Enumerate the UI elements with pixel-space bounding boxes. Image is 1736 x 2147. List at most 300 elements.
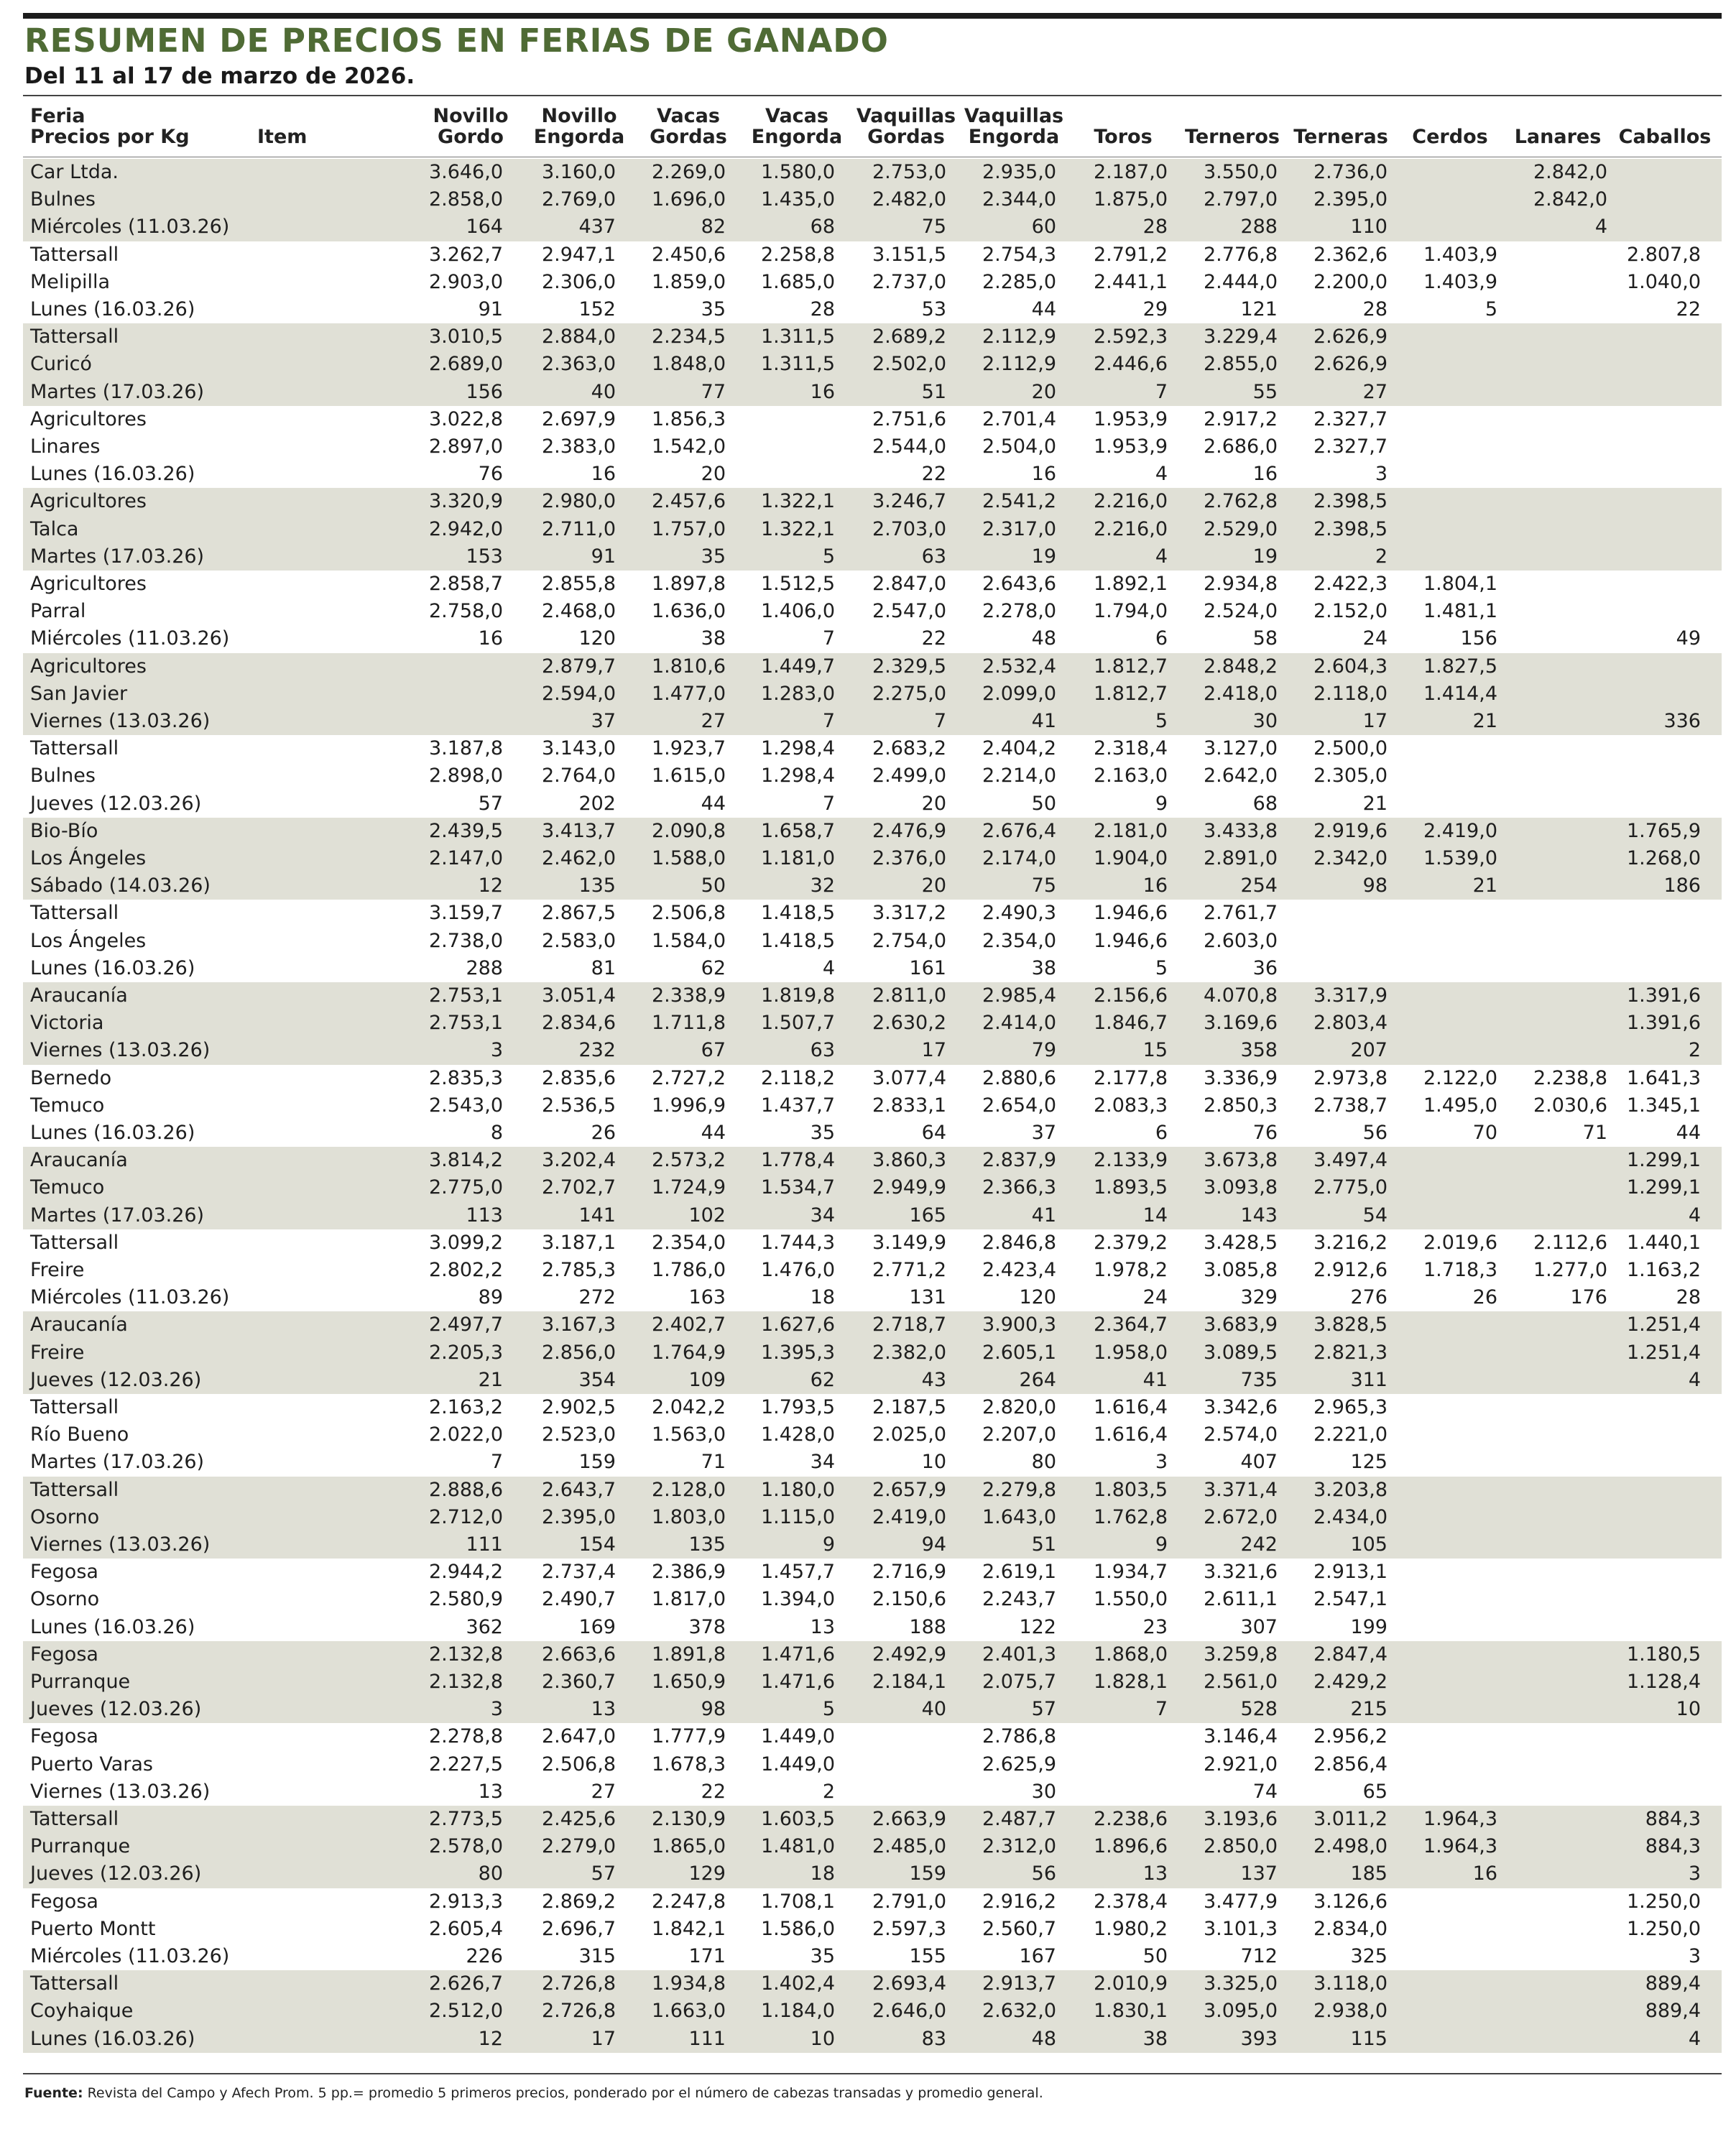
price-cell: 2.383,0 [541, 435, 616, 458]
price-cell: 2.279,8 [982, 1478, 1056, 1501]
price-cell: 1.391,6 [1626, 984, 1701, 1007]
feria-location: Puerto Varas [30, 1753, 153, 1776]
price-cell: 2.112,9 [982, 325, 1056, 348]
price-cell: 1.477,0 [651, 682, 726, 705]
head-count-cell: 153 [466, 545, 503, 568]
price-cell: 1.804,1 [1423, 573, 1497, 595]
column-header-line: Terneras [1293, 126, 1388, 148]
head-count-cell [1507, 1860, 1607, 1888]
head-count-cell: 70 [1472, 1122, 1497, 1144]
head-count-cell: 4 [1155, 463, 1168, 486]
price-cell [1507, 680, 1607, 708]
price-cell: 2.880,6 [982, 1066, 1056, 1089]
price-cell: 2.592,3 [1093, 325, 1168, 348]
head-count-cell: 81 [591, 956, 616, 979]
price-cell: 2.702,7 [541, 1176, 616, 1199]
feria-location: San Javier [30, 682, 128, 705]
price-cell: 3.118,0 [1313, 1972, 1388, 1995]
head-count-cell: 16 [810, 380, 835, 403]
price-cell: 1.449,0 [760, 1725, 835, 1748]
price-cell: 1.563,0 [651, 1423, 726, 1446]
price-cell [1397, 928, 1497, 955]
head-count-cell: 155 [909, 1945, 946, 1967]
head-count-cell [1600, 955, 1701, 982]
price-cell: 2.317,0 [982, 517, 1056, 540]
price-cell: 2.524,0 [1203, 600, 1278, 623]
price-cell: 3.093,8 [1203, 1176, 1278, 1199]
price-cell [1507, 762, 1607, 790]
head-count-cell: 407 [1240, 1451, 1278, 1474]
head-count-cell [1397, 543, 1497, 571]
head-count-cell: 202 [578, 792, 616, 815]
price-cell [1507, 1504, 1607, 1531]
price-cell: 2.395,0 [541, 1505, 616, 1528]
head-count-cell [1067, 1778, 1168, 1806]
price-cell: 3.900,3 [982, 1313, 1056, 1336]
head-count-cell: 12 [478, 2027, 503, 2050]
head-count-cell: 26 [591, 1122, 616, 1144]
price-cell: 2.672,0 [1203, 1505, 1278, 1528]
head-count-cell: 16 [1472, 1862, 1497, 1885]
price-cell: 2.696,7 [541, 1917, 616, 1940]
head-count-cell: 28 [1676, 1286, 1701, 1309]
feria-name: Araucanía [30, 1313, 128, 1336]
head-count-cell [1397, 1037, 1497, 1064]
price-cell: 3.860,3 [872, 1149, 946, 1172]
head-count-cell: 9 [1155, 792, 1168, 815]
column-header-line [1287, 106, 1395, 126]
head-count-cell: 5 [1155, 710, 1168, 732]
head-count-cell [1397, 1614, 1497, 1641]
head-count-cell: 4 [1155, 545, 1168, 568]
price-cell: 2.419,0 [1423, 819, 1497, 842]
price-cell: 1.181,0 [760, 847, 835, 869]
head-count-cell: 23 [1142, 1615, 1168, 1638]
feria-date: Jueves (12.03.26) [30, 1368, 202, 1391]
head-count-cell: 91 [478, 298, 503, 320]
price-cell: 2.947,1 [541, 243, 616, 266]
price-cell [1397, 1723, 1497, 1750]
price-cell: 2.736,0 [1313, 161, 1388, 183]
price-cell: 2.785,3 [541, 1259, 616, 1281]
price-cell: 1.891,8 [651, 1643, 726, 1666]
feria-location: Los Ángeles [30, 847, 147, 869]
head-count-cell [1600, 1614, 1701, 1641]
price-cell: 2.761,7 [1203, 902, 1278, 925]
head-count-cell: 57 [478, 792, 503, 815]
price-cell [1397, 186, 1497, 213]
price-cell: 2.913,7 [982, 1972, 1056, 1995]
head-count-cell: 28 [810, 298, 835, 320]
price-cell: 2.419,0 [872, 1505, 946, 1528]
price-cell [1600, 433, 1701, 461]
head-count-cell: 13 [1142, 1862, 1168, 1885]
head-count-cell: 21 [1472, 874, 1497, 897]
feria-date: Miércoles (11.03.26) [30, 1945, 230, 1967]
price-cell: 1.865,0 [651, 1835, 726, 1858]
price-cell: 2.305,0 [1313, 765, 1388, 788]
footnote-label: Fuente: [24, 2085, 83, 2101]
price-cell: 2.306,0 [541, 270, 616, 293]
feria-location: Curicó [30, 353, 92, 376]
price-cell: 2.457,6 [651, 490, 726, 513]
column-header-line [1396, 106, 1504, 126]
head-count-cell: 51 [1031, 1533, 1056, 1556]
head-count-cell: 10 [1676, 1698, 1701, 1721]
head-count-cell: 141 [578, 1204, 616, 1227]
feria-name: Agricultores [30, 407, 147, 430]
column-header [1287, 106, 1395, 147]
price-cell: 1.846,7 [1093, 1012, 1168, 1035]
head-count-cell: 76 [1252, 1122, 1278, 1144]
price-cell: 2.083,3 [1093, 1094, 1168, 1117]
head-count-cell: 37 [1031, 1122, 1056, 1144]
price-cell: 1.643,0 [982, 1505, 1056, 1528]
price-cell: 1.958,0 [1093, 1341, 1168, 1364]
head-count-cell: 19 [1031, 545, 1056, 568]
price-cell: 2.903,0 [428, 270, 503, 293]
head-count-cell: 68 [810, 216, 835, 239]
head-count-cell: 80 [478, 1862, 503, 1885]
head-count-cell: 2 [1375, 545, 1388, 568]
price-cell: 2.382,0 [872, 1341, 946, 1364]
column-header-line: Novillo [433, 105, 509, 127]
head-count-cell: 7 [1155, 1698, 1168, 1721]
price-cell: 1.322,1 [760, 490, 835, 513]
price-cell: 2.837,9 [982, 1149, 1056, 1172]
price-cell: 2.858,0 [428, 188, 503, 211]
head-count-cell: 28 [1142, 216, 1168, 239]
head-count-cell: 64 [921, 1122, 946, 1144]
price-cell: 2.965,3 [1313, 1396, 1388, 1418]
head-count-cell: 307 [1240, 1615, 1278, 1638]
price-cell: 2.850,3 [1203, 1094, 1278, 1117]
price-cell: 3.320,9 [428, 490, 503, 513]
price-cell: 2.898,0 [428, 765, 503, 788]
price-cell: 2.647,0 [541, 1725, 616, 1748]
price-cell: 3.216,2 [1313, 1231, 1388, 1254]
price-cell: 2.913,3 [428, 1890, 503, 1913]
feria-name: Tattersall [30, 325, 119, 348]
price-cell: 3.127,0 [1203, 737, 1278, 760]
column-header [960, 106, 1068, 147]
price-cell: 2.605,1 [982, 1341, 1056, 1364]
price-cell: 2.338,9 [651, 984, 726, 1007]
price-cell: 3.203,8 [1313, 1478, 1388, 1501]
price-cell: 2.820,0 [982, 1396, 1056, 1418]
price-cell: 2.847,0 [872, 573, 946, 595]
price-cell: 1.711,8 [651, 1012, 726, 1035]
price-cell [1507, 1559, 1607, 1586]
price-cell: 2.269,0 [651, 161, 726, 183]
price-cell: 2.869,2 [541, 1890, 616, 1913]
price-cell: 2.187,5 [872, 1396, 946, 1418]
column-header-line: Engorda [968, 126, 1060, 148]
price-cell: 2.630,2 [872, 1012, 946, 1035]
head-count-cell: 105 [1350, 1533, 1388, 1556]
price-cell [1397, 900, 1497, 927]
price-cell: 1.311,5 [760, 325, 835, 348]
price-cell: 2.737,0 [872, 270, 946, 293]
price-cell: 1.842,1 [651, 1917, 726, 1940]
price-cell [1397, 351, 1497, 378]
head-count-cell: 315 [578, 1945, 616, 1967]
price-cell: 2.689,0 [428, 353, 503, 376]
price-cell: 2.429,2 [1313, 1671, 1388, 1693]
column-header [1069, 106, 1177, 147]
head-count-cell: 10 [810, 2027, 835, 2050]
feria-location: Melipilla [30, 270, 111, 293]
footnote-text: Revista del Campo y Afech Prom. 5 pp.= promedio 5 primeros precios, ponderado por el número de cabezas transadas y promedio general. [83, 2085, 1043, 2101]
price-cell [1397, 1421, 1497, 1449]
price-cell: 2.769,0 [541, 188, 616, 211]
head-count-cell: 159 [578, 1451, 616, 1474]
price-cell: 1.449,0 [760, 1753, 835, 1776]
price-cell: 2.764,0 [541, 765, 616, 788]
head-count-cell: 41 [1031, 710, 1056, 732]
price-cell [1287, 928, 1388, 955]
price-cell: 1.953,9 [1093, 407, 1168, 430]
price-cell: 2.363,0 [541, 353, 616, 376]
price-cell: 3.550,0 [1203, 161, 1278, 183]
price-cell: 1.476,0 [760, 1259, 835, 1281]
price-cell [734, 406, 835, 433]
head-count-cell: 264 [1019, 1368, 1056, 1391]
feria-date: Lunes (16.03.26) [30, 463, 195, 486]
head-count-cell: 76 [478, 463, 503, 486]
price-cell [1507, 1916, 1607, 1943]
price-cell: 3.317,2 [872, 902, 946, 925]
price-cell: 2.327,7 [1313, 407, 1388, 430]
head-count-cell: 358 [1240, 1039, 1278, 1062]
head-count-cell: 34 [810, 1451, 835, 1474]
head-count-cell: 156 [466, 380, 503, 403]
head-count-cell: 35 [701, 298, 726, 320]
price-cell: 2.919,6 [1313, 819, 1388, 842]
price-cell: 1.251,4 [1626, 1341, 1701, 1364]
price-cell: 2.487,7 [982, 1808, 1056, 1830]
head-count-cell: 35 [810, 1945, 835, 1967]
price-cell: 2.532,4 [982, 655, 1056, 678]
price-cell [1600, 351, 1701, 378]
price-cell: 2.689,2 [872, 325, 946, 348]
price-cell: 2.216,0 [1093, 490, 1168, 513]
feria-location: Bulnes [30, 765, 96, 788]
price-cell: 2.536,5 [541, 1094, 616, 1117]
head-count-cell [1507, 1367, 1607, 1394]
head-count-cell: 188 [909, 1615, 946, 1638]
price-cell: 2.560,7 [982, 1917, 1056, 1940]
price-cell: 2.754,3 [982, 243, 1056, 266]
price-cell: 1.481,0 [760, 1835, 835, 1858]
head-count-cell: 60 [1031, 216, 1056, 239]
head-count-cell: 3 [1155, 1451, 1168, 1474]
price-cell: 2.603,0 [1203, 929, 1278, 952]
head-count-cell: 336 [1663, 710, 1701, 732]
head-count-cell: 276 [1350, 1286, 1388, 1309]
head-count-cell: 272 [578, 1286, 616, 1309]
price-cell [1397, 323, 1497, 351]
head-count-cell: 3 [490, 1698, 503, 1721]
price-cell: 2.797,0 [1203, 188, 1278, 211]
price-cell [1397, 1311, 1497, 1339]
price-cell [1397, 1998, 1497, 2025]
price-cell: 884,3 [1645, 1835, 1701, 1858]
page-subtitle: Del 11 al 17 de marzo de 2026. [24, 63, 415, 89]
price-cell: 2.848,2 [1203, 655, 1278, 678]
head-count-cell: 5 [1155, 956, 1168, 979]
price-cell: 2.944,2 [428, 1561, 503, 1584]
price-cell: 2.855,0 [1203, 353, 1278, 376]
price-cell: 1.391,6 [1626, 1012, 1701, 1035]
feria-date: Miércoles (11.03.26) [30, 216, 230, 239]
price-cell: 3.325,0 [1203, 1972, 1278, 1995]
head-count-cell: 254 [1240, 874, 1278, 897]
feria-name: Fegosa [30, 1561, 98, 1584]
price-cell [1067, 1723, 1168, 1750]
price-cell: 2.917,2 [1203, 407, 1278, 430]
column-header-line: Vaquillas [964, 105, 1064, 127]
price-cell: 1.896,6 [1093, 1835, 1168, 1858]
price-cell: 3.149,9 [872, 1231, 946, 1254]
header-feria-label [30, 106, 190, 147]
column-header [1396, 106, 1504, 147]
head-count-cell: 4 [1594, 216, 1607, 239]
price-cell: 2.737,4 [541, 1561, 616, 1584]
price-cell: 2.625,9 [982, 1753, 1056, 1776]
price-cell: 1.322,1 [760, 517, 835, 540]
price-cell: 2.312,0 [982, 1835, 1056, 1858]
price-cell: 1.428,0 [760, 1423, 835, 1446]
price-cell [1600, 1751, 1701, 1778]
head-count-cell: 7 [822, 627, 835, 650]
price-cell: 3.342,6 [1203, 1396, 1278, 1418]
price-cell: 2.597,3 [872, 1917, 946, 1940]
feria-location: Los Ángeles [30, 929, 147, 952]
price-cell: 1.406,0 [760, 600, 835, 623]
price-cell: 3.099,2 [428, 1231, 503, 1254]
price-cell: 2.754,0 [872, 929, 946, 952]
head-count-cell [1600, 379, 1701, 406]
price-cell: 2.329,5 [872, 655, 946, 678]
head-count-cell: 22 [701, 1780, 726, 1803]
price-cell [1600, 1586, 1701, 1613]
price-cell [1507, 323, 1607, 351]
price-cell: 3.317,9 [1313, 984, 1388, 1007]
price-cell: 2.657,9 [872, 1478, 946, 1501]
price-cell: 1.848,0 [651, 353, 726, 376]
column-header-line: Toros [1094, 126, 1153, 148]
price-cell: 1.311,5 [760, 353, 835, 376]
price-cell [1507, 351, 1607, 378]
price-cell: 3.187,1 [541, 1231, 616, 1254]
head-count-cell [1600, 790, 1701, 818]
head-count-cell [1507, 379, 1607, 406]
head-count-cell: 161 [909, 956, 946, 979]
price-cell: 2.200,0 [1313, 270, 1388, 293]
head-count-cell [1397, 955, 1497, 982]
price-cell: 1.542,0 [651, 435, 726, 458]
price-cell: 2.275,0 [872, 682, 946, 705]
head-count-cell [1600, 1449, 1701, 1476]
head-count-cell: 63 [921, 545, 946, 568]
price-cell: 2.502,0 [872, 353, 946, 376]
head-count-cell: 16 [591, 463, 616, 486]
feria-location: Puerto Montt [30, 1917, 156, 1940]
head-count-cell: 164 [466, 216, 503, 239]
price-cell: 2.378,4 [1093, 1890, 1168, 1913]
head-count-cell: 94 [921, 1533, 946, 1556]
price-cell: 3.193,6 [1203, 1808, 1278, 1830]
feria-date: Viernes (13.03.26) [30, 710, 211, 732]
price-cell [1507, 845, 1607, 872]
price-cell: 1.778,4 [760, 1149, 835, 1172]
head-count-cell: 28 [1362, 298, 1388, 320]
feria-name: Tattersall [30, 1396, 119, 1418]
price-cell: 2.642,0 [1203, 765, 1278, 788]
head-count-cell: 54 [1362, 1204, 1388, 1227]
price-cell: 3.828,5 [1313, 1313, 1388, 1336]
feria-name: Agricultores [30, 573, 147, 595]
price-cell [1507, 1477, 1607, 1504]
feria-date: Martes (17.03.26) [30, 1451, 205, 1474]
price-cell: 1.180,5 [1626, 1643, 1701, 1666]
price-cell: 2.285,0 [982, 270, 1056, 293]
price-cell: 2.434,0 [1313, 1505, 1388, 1528]
price-cell: 2.902,5 [541, 1396, 616, 1418]
price-cell: 2.626,9 [1313, 353, 1388, 376]
column-header-line: Vaquillas [856, 105, 956, 127]
price-cell: 2.654,0 [982, 1094, 1056, 1117]
price-cell: 1.868,0 [1093, 1643, 1168, 1666]
price-cell [1600, 928, 1701, 955]
head-count-cell: 36 [1252, 956, 1278, 979]
price-cell: 3.101,3 [1203, 1917, 1278, 1940]
head-count-cell: 89 [478, 1286, 503, 1309]
price-cell: 889,4 [1645, 1972, 1701, 1995]
head-count-cell [1507, 625, 1607, 652]
price-cell [402, 653, 503, 680]
head-count-cell: 26 [1472, 1286, 1497, 1309]
head-count-cell: 176 [1570, 1286, 1607, 1309]
head-count-cell [1507, 1202, 1607, 1229]
price-cell: 3.371,4 [1203, 1478, 1278, 1501]
head-count-cell: 171 [688, 1945, 726, 1967]
column-header [1611, 106, 1719, 147]
head-count-cell: 125 [1350, 1451, 1388, 1474]
head-count-cell [1507, 1037, 1607, 1064]
price-cell: 1.507,7 [760, 1012, 835, 1035]
head-count-cell [402, 708, 503, 735]
head-count-cell: 14 [1142, 1204, 1168, 1227]
header-feria-line1: Feria [30, 105, 86, 127]
price-cell: 1.534,7 [760, 1176, 835, 1199]
head-count-cell: 232 [578, 1039, 616, 1062]
feria-name: Tattersall [30, 1231, 119, 1254]
price-cell [1397, 159, 1497, 186]
price-cell: 1.299,1 [1626, 1176, 1701, 1199]
price-cell: 2.973,8 [1313, 1066, 1388, 1089]
price-cell: 2.401,3 [982, 1643, 1056, 1666]
head-count-cell [1507, 461, 1607, 488]
price-cell: 2.090,8 [651, 819, 726, 842]
price-cell [1507, 1010, 1607, 1037]
price-cell: 1.128,4 [1626, 1671, 1701, 1693]
price-cell: 889,4 [1645, 2000, 1701, 2023]
head-count-cell: 10 [921, 1451, 946, 1474]
head-count-cell: 378 [688, 1615, 726, 1638]
price-cell: 2.042,2 [651, 1396, 726, 1418]
